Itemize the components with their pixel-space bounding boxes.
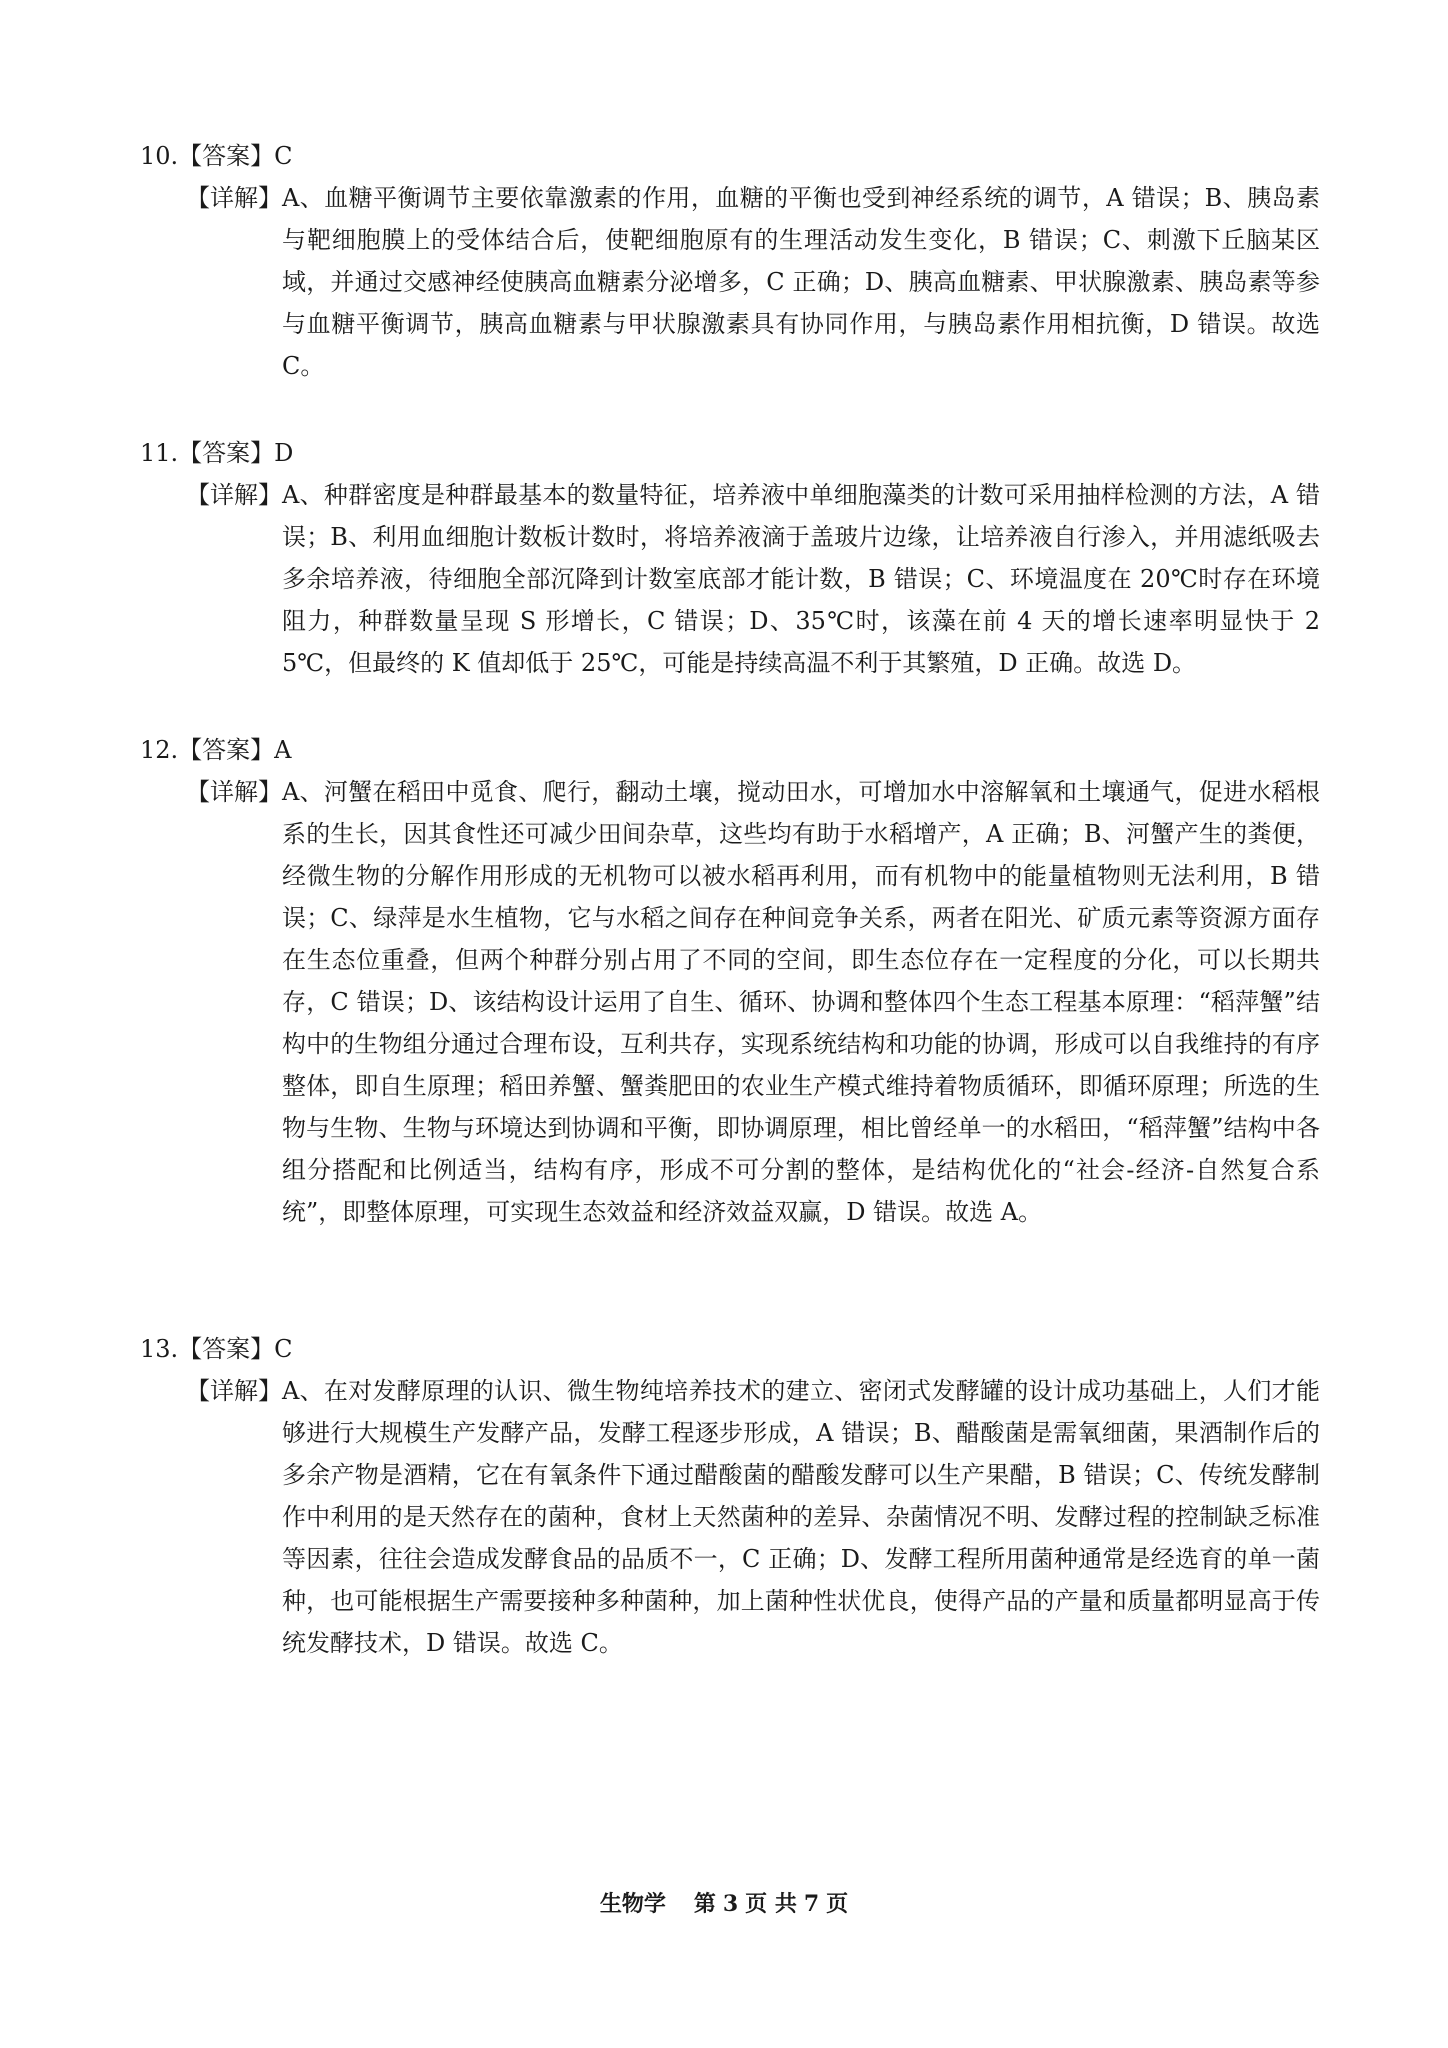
explanation-text: A、在对发酵原理的认识、微生物纯培养技术的建立、密闭式发酵罐的设计成功基础上，人们才能够进行大规模生产发酵产品，发酵工程逐步形成，A 错误；B、醋酸菌是需氧细菌，果酒制作后的多余产物是酒精，它在有氧条件下通过醋酸菌的醋酸发酵可以生产果醋，B 错误；C、传统发酵制作中利用的是天然存在的菌种，食材上天然菌种的差异、杂菌情况不明、发酵过程的控制缺乏标准等因素，往往会造成发酵食品的品质不一，C 正确；D、发酵工程所用菌种通常是经选育的单一菌种，也可能根据生产需要接种多种菌种，加上菌种性状优良，使得产品的产量和质量都明显高于传统发酵技术，D 错误。故选 C。 <box>282 1377 1320 1657</box>
answer-value: A <box>274 736 292 764</box>
footer-page-total: 7 <box>803 1891 820 1917</box>
explanation-text: A、河蟹在稻田中觅食、爬行，翻动土壤，搅动田水，可增加水中溶解氧和土壤通气，促进水稻根系的生长，因其食性还可减少田间杂草，这些均有助于水稻增产，A 正确；B、河蟹产生的粪便，经微生物的分解作用形成的无机物可以被水稻再利用，而有机物中的能量植物则无法利用，B 错误；C、绿萍是水生植物，它与水稻之间存在种间竞争关系，两者在阳光、矿质元素等资源方面存在生态位重叠，但两个种群分别占用了不同的空间，即生态位存在一定程度的分化，可以长期共存，C 错误；D、该结构设计运用了自生、循环、协调和整体四个生态工程基本原理：“稻萍蟹”结构中的生物组分通过合理布设，互利共存，实现系统结构和功能的协调，形成可以自我维持的有序整体，即自生原理；稻田养蟹、蟹粪肥田的农业生产模式维持着物质循环，即循环原理；所选的生物与生物、生物与环境达到协调和平衡，即协调原理，相比曾经单一的水稻田，“稻萍蟹”结构中各组分搭配和比例适当，结构有序，形成不可分割的整体，是结构优化的“社会-经济-自然复合系统”，即整体原理，可实现生态效益和经济效益双赢，D 错误。故选 A。 <box>282 778 1320 1226</box>
page-footer <box>0 1888 1448 1921</box>
footer-page-prefix: 第 <box>693 1891 716 1917</box>
answer-value: C <box>274 1335 293 1363</box>
question-13 <box>140 1328 1320 1664</box>
explanation-label: 【详解】 <box>186 778 282 806</box>
footer-page-mid: 页 共 <box>745 1891 797 1917</box>
footer-page-suffix: 页 <box>826 1891 849 1917</box>
question-10 <box>140 135 1320 387</box>
question-11 <box>140 432 1320 684</box>
explanation-block <box>186 1370 1320 1664</box>
answer-line <box>140 432 1320 474</box>
footer-page-current: 3 <box>722 1891 739 1917</box>
answer-label: 【答案】 <box>178 736 275 764</box>
footer-subject: 生物学 <box>599 1891 666 1917</box>
answer-label: 【答案】 <box>178 439 275 467</box>
explanation-block <box>186 771 1320 1233</box>
question-12 <box>140 729 1320 1233</box>
answer-label: 【答案】 <box>178 142 275 170</box>
explanation-label: 【详解】 <box>186 1377 282 1405</box>
explanation-text: A、种群密度是种群最基本的数量特征，培养液中单细胞藻类的计数可采用抽样检测的方法，A 错误；B、利用血细胞计数板计数时，将培养液滴于盖玻片边缘，让培养液自行渗入，并用滤纸吸去多余培养液，待细胞全部沉降到计数室底部才能计数，B 错误；C、环境温度在 20℃时存在环境阻力，种群数量呈现 S 形增长，C 错误；D、35℃时，该藻在前 4 天的增长速率明显快于 25℃，但最终的 K 值却低于 25℃，可能是持续高温不利于其繁殖，D 正确。故选 D。 <box>282 481 1320 677</box>
explanation-label: 【详解】 <box>186 481 282 509</box>
explanation-text: A、血糖平衡调节主要依靠激素的作用，血糖的平衡也受到神经系统的调节，A 错误；B、胰岛素与靶细胞膜上的受体结合后，使靶细胞原有的生理活动发生变化，B 错误；C、刺激下丘脑某区域，并通过交感神经使胰高血糖素分泌增多，C 正确；D、胰高血糖素、甲状腺激素、胰岛素等参与血糖平衡调节，胰高血糖素与甲状腺激素具有协同作用，与胰岛素作用相抗衡，D 错误。故选 C。 <box>282 184 1320 380</box>
answer-value: D <box>274 439 294 467</box>
explanation-block <box>186 474 1320 684</box>
explanation-block <box>186 177 1320 387</box>
answer-label: 【答案】 <box>178 1335 275 1363</box>
answer-value: C <box>274 142 293 170</box>
answer-line <box>140 1328 1320 1370</box>
answer-line <box>140 135 1320 177</box>
question-number: 11. <box>140 439 179 467</box>
question-number: 12. <box>140 736 179 764</box>
question-number: 13. <box>140 1335 179 1363</box>
question-number: 10. <box>140 142 179 170</box>
answer-line <box>140 729 1320 771</box>
explanation-label: 【详解】 <box>186 184 282 212</box>
